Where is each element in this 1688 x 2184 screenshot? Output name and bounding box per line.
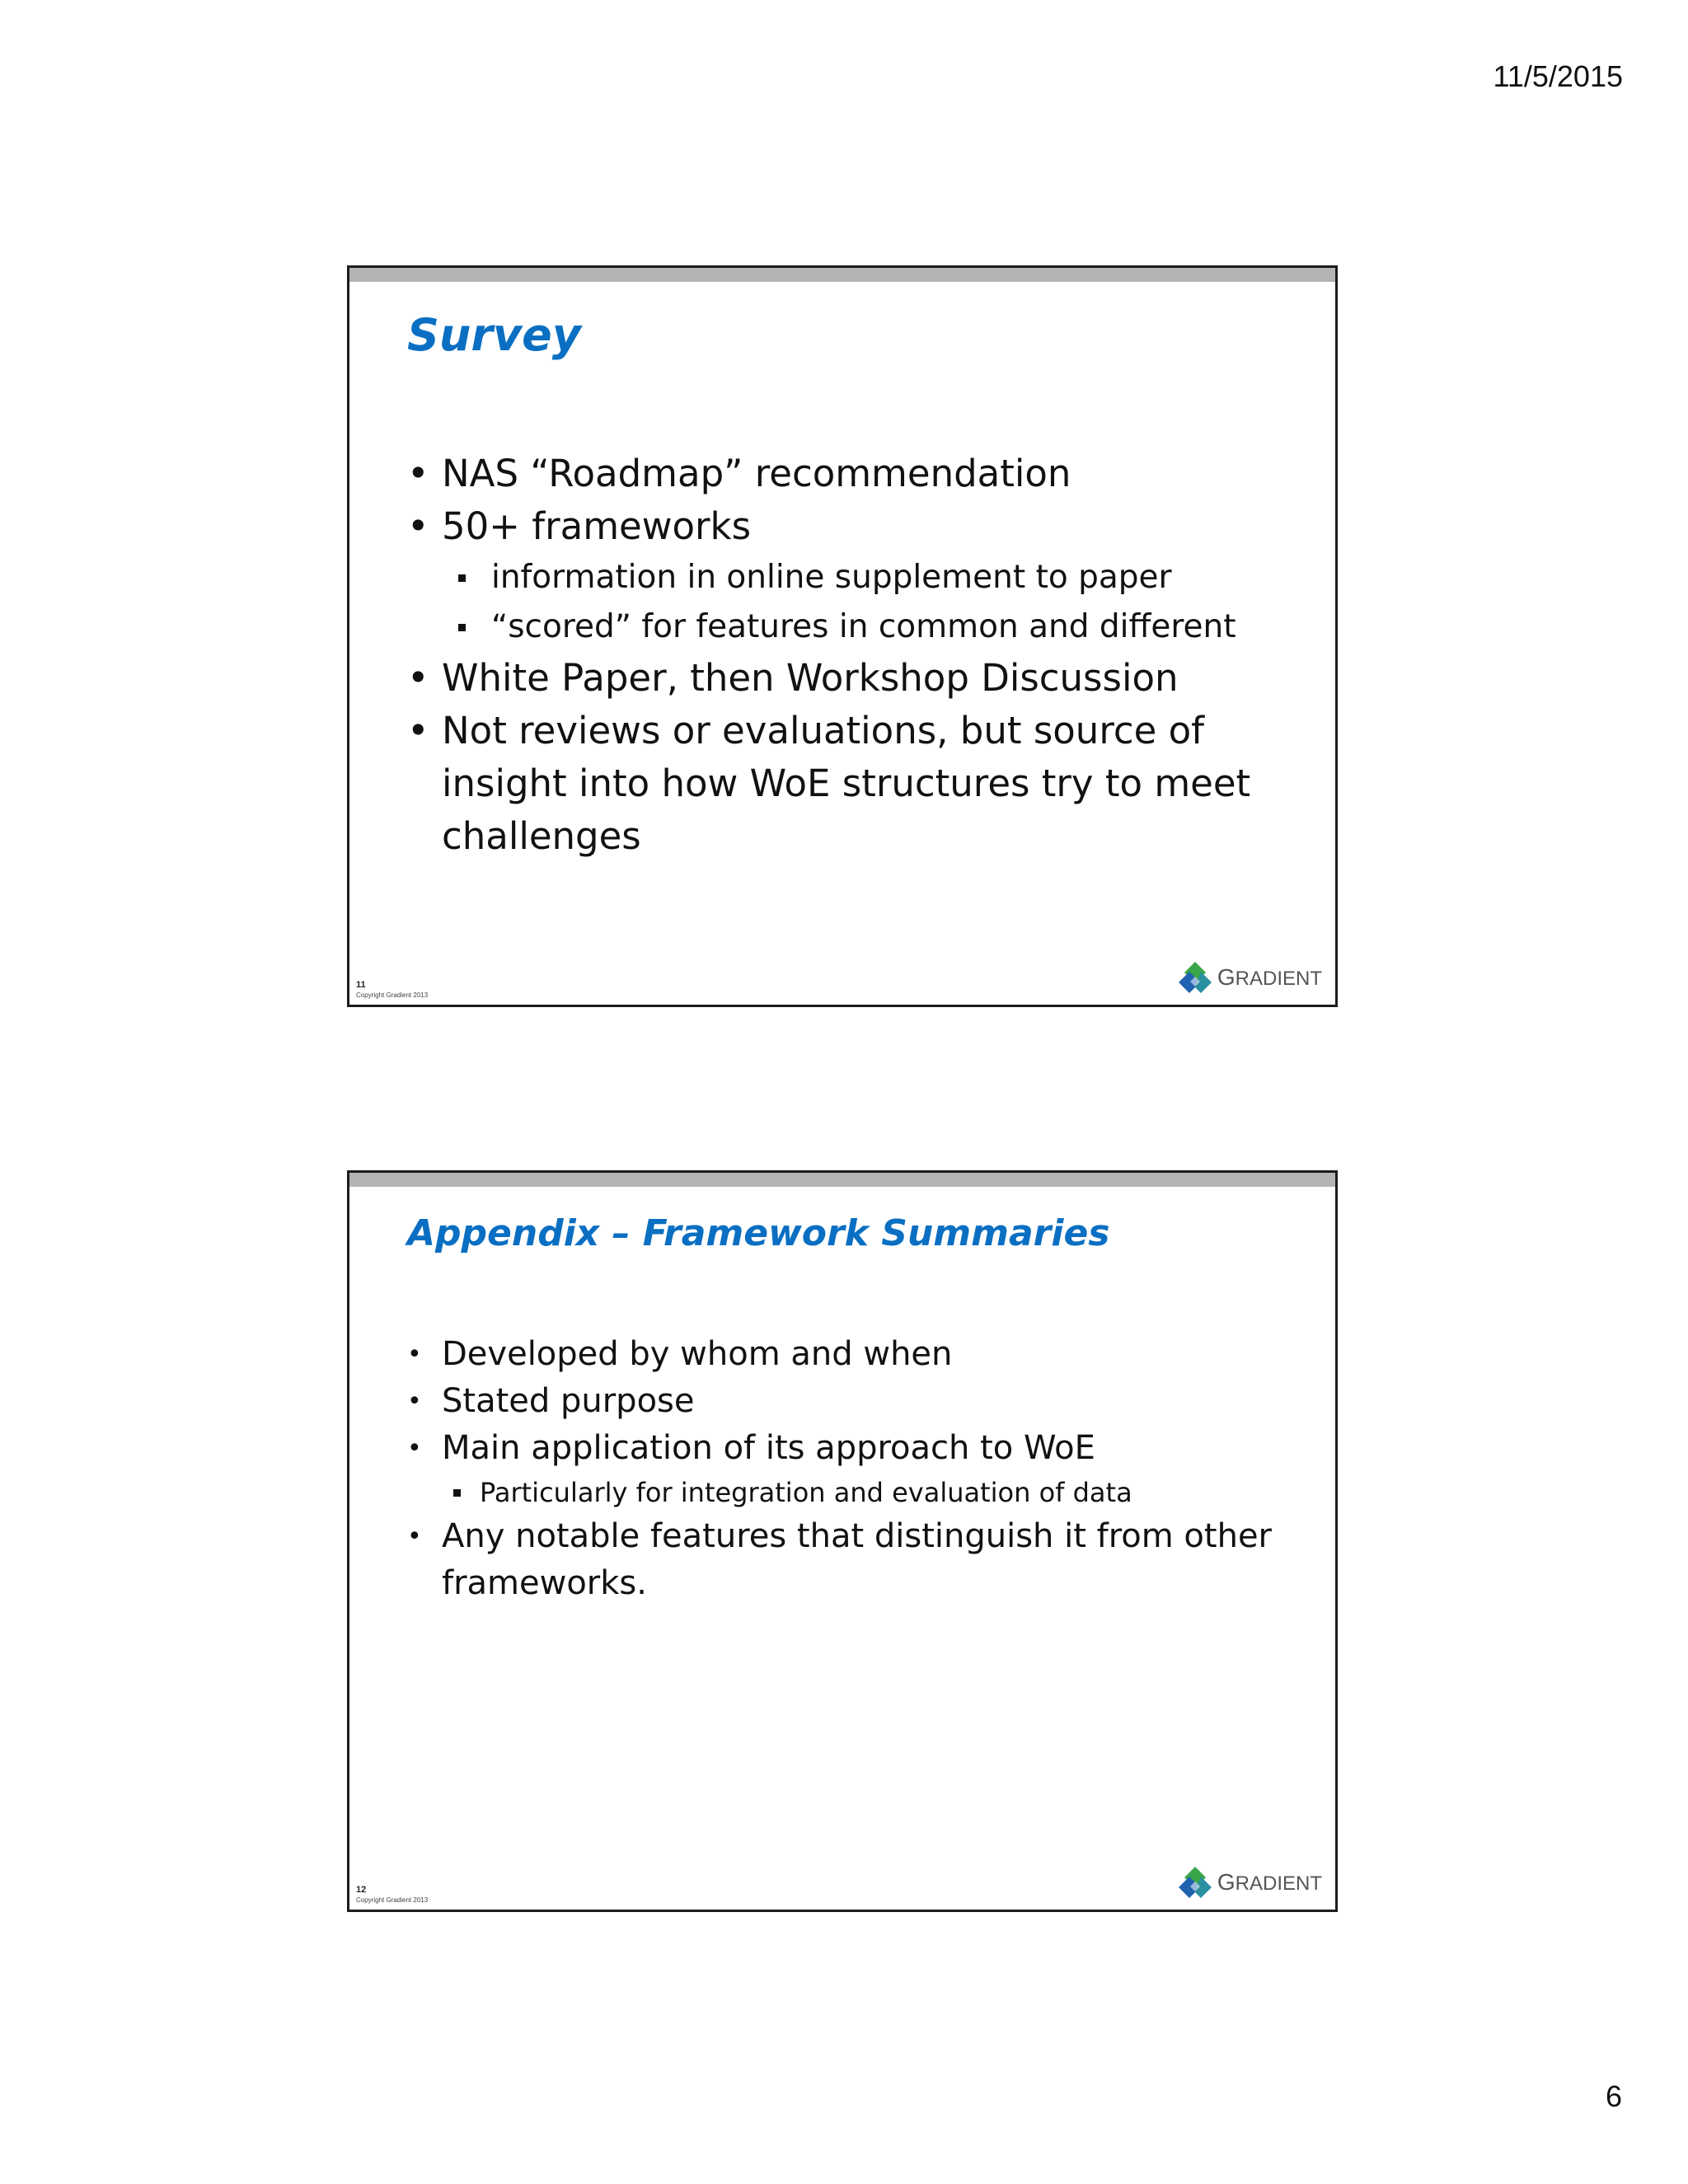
logo-text: GRADIENT [1217, 1869, 1322, 1895]
logo-text: GRADIENT [1217, 964, 1322, 990]
copyright-text: Copyright Gradient 2013 [356, 1896, 429, 1904]
bullet-item: • Developed by whom and when [407, 1331, 1302, 1378]
bullet-list [407, 1331, 1302, 1607]
page-number: 6 [1605, 2079, 1622, 2113]
page-date: 11/5/2015 [1493, 59, 1623, 93]
slide-number: 11 [356, 980, 366, 990]
slide-number: 12 [356, 1885, 367, 1895]
bullet-item: • Not reviews or evaluations, but source of insight into how WoE structures try to meet challenges [407, 705, 1302, 863]
gradient-logo-icon [1178, 1865, 1212, 1900]
slide-title: Appendix – Framework Summaries [407, 1212, 1110, 1254]
slide-top-bar [349, 268, 1335, 282]
sub-bullet-item: information in online supplement to paper [407, 553, 1302, 602]
slide-footer [356, 1884, 428, 1905]
bullet-item: • Any notable features that distinguish it from other frameworks. [407, 1513, 1302, 1607]
slide-footer [356, 979, 428, 1000]
bullet-item: • Main application of its approach to WoE [407, 1425, 1302, 1472]
slide-survey [347, 265, 1338, 1007]
slide-top-bar [349, 1173, 1335, 1187]
slide-title: Survey [407, 309, 581, 361]
bullet-item: • 50+ frameworks [407, 500, 1302, 553]
bullet-item: • White Paper, then Workshop Discussion [407, 652, 1302, 705]
copyright-text: Copyright Gradient 2013 [356, 991, 429, 999]
gradient-logo-icon [1178, 960, 1212, 995]
bullet-list [407, 448, 1302, 863]
slide-appendix [347, 1170, 1338, 1912]
sub-bullet-item: Particularly for integration and evaluation of data [407, 1472, 1302, 1513]
bullet-item: • Stated purpose [407, 1378, 1302, 1425]
gradient-logo [1178, 960, 1322, 995]
sub-bullet-item: “scored” for features in common and different [407, 602, 1302, 652]
gradient-logo [1178, 1865, 1322, 1900]
bullet-item: • NAS “Roadmap” recommendation [407, 448, 1302, 500]
